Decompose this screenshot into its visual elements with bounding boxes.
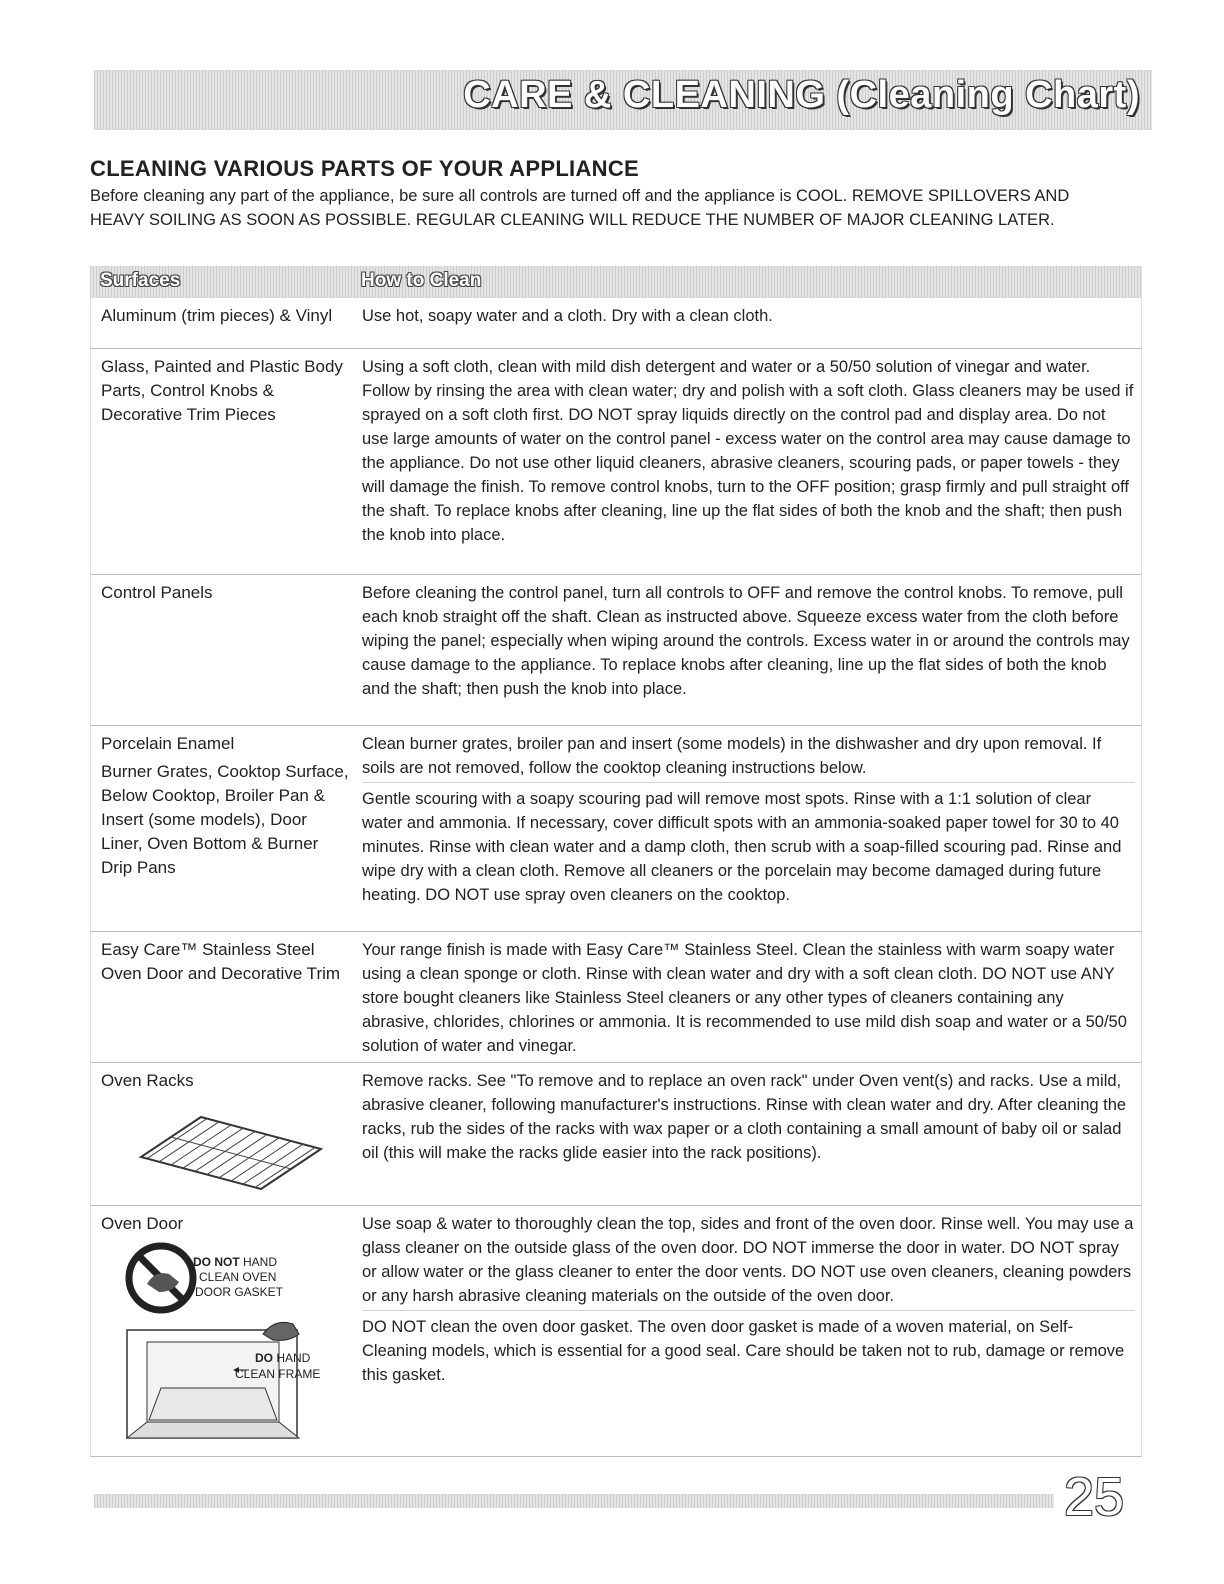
- surface-cell: Easy Care™ Stainless Steel Oven Door and Decorative Trim: [101, 940, 341, 983]
- figure-label-2-bold: DO: [255, 1351, 273, 1365]
- table-row: [90, 726, 1142, 932]
- page-number: 25: [1064, 1467, 1125, 1527]
- surface-cell: [101, 732, 351, 880]
- how-to-clean-cell: [362, 1206, 1141, 1393]
- table-header: [90, 266, 1142, 298]
- title-banner: [94, 70, 1152, 130]
- footer-bar: [94, 1494, 1054, 1508]
- table-row: [90, 349, 1142, 575]
- how-to-clean-cell: Using a soft cloth, clean with mild dish detergent and water or a 50/50 solution of vinegar and water. Follow by rinsing the area with clean water; dry and polish with a soft cloth. Glass cleaners may be used if sprayed on a soft cloth first. DO NOT spray liquids directly on the control pad and display area. Do not use large amounts of water on the control panel - excess water on the control area may cause damage to the appliance. Do not use other liquid cleaners, abrasive cleaners, scouring pads, or paper towels - they will damage the finish. To remove control knobs, turn to the OFF position; grasp firmly and pull straight off the shaft. To replace knobs after cleaning, line up the flat sides of both the knob and the shaft; then push the knob into place.: [362, 358, 1134, 544]
- how-to-clean-cell: Your range finish is made with Easy Care™ Stainless Steel. Clean the stainless with warm soapy water using a clean sponge or cloth. Rinse with clean water and dry with a soft clean cloth. DO NOT use ANY store bought cleaners like Stainless Steel cleaners or any other types of cleaners containing any abrasive, chlorides, chlorines or ammonia. It is recommended to use mild dish soap and water or a 50/50 solution of water and vinegar.: [362, 941, 1127, 1055]
- how-to-clean-text-2: Gentle scouring with a soapy scouring pad will remove most spots. Rinse with a 1:1 solution of clear water and ammonia. If necessary, cover difficult spots with an ammonia-soaked paper towel for 30 to 40 minutes. Rinse with clean water and a damp cloth, then scrub with a soap-filled scouring pad. Rinse and wipe dry with a clean cloth. Remove all cleaners or the porcelain may become damaged during future heating. DO NOT use spray oven cleaners on the cooktop.: [362, 782, 1135, 907]
- surface-cell: Control Panels: [101, 583, 213, 602]
- cleaning-chart-table: [90, 266, 1142, 1452]
- header-how-to-clean: How to Clean: [361, 270, 482, 291]
- figure-label-1-line2: CLEAN OVEN: [199, 1270, 277, 1284]
- table-row: [90, 1063, 1142, 1206]
- figure-label-2-line2: CLEAN FRAME: [235, 1367, 321, 1381]
- how-to-clean-text: Clean burner grates, broiler pan and insert (some models) in the dishwasher and dry upon removal. If soils are not removed, follow the cooktop cleaning instructions below.: [362, 735, 1102, 777]
- figure-label-2-rest: HAND: [276, 1351, 311, 1365]
- page-title: CARE & CLEANING (Cleaning Chart): [463, 74, 1140, 116]
- oven-rack-illustration: [131, 1113, 331, 1193]
- intro-paragraph: Before cleaning any part of the appliance, be sure all controls are turned off and the appliance is COOL. REMOVE SPILLOVERS AND HEAVY SOILING AS SOON AS POSSIBLE. REGULAR CLEANING WILL REDUCE THE NUMBER OF MAJOR CLEANING LATER.: [90, 187, 1070, 229]
- oven-door-illustration: [113, 1238, 353, 1448]
- table-row: [90, 575, 1142, 726]
- figure-label-1-line3: DOOR GASKET: [195, 1285, 284, 1299]
- surface-detail: Burner Grates, Cooktop Surface, Below Cooktop, Broiler Pan & Insert (some models), Door Liner, Oven Bottom & Burner Drip Pans: [101, 762, 349, 877]
- how-to-clean-cell: Remove racks. See "To remove and to replace an oven rack" under Oven vent(s) and racks. Use a mild, abrasive cleaner, following manufacturer's instructions. Rinse with clean water and dry. After cleaning the racks, rub the sides of the racks with wax paper or a cloth containing a small amount of baby oil or salad oil (this will make the racks glide easier into the rack positions).: [362, 1072, 1127, 1162]
- how-to-clean-text: Use soap & water to thoroughly clean the top, sides and front of the oven door. Rinse well. You may use a glass cleaner on the outside glass of the oven door. DO NOT immerse the door in water. DO NOT spray or allow water or the glass cleaner to enter the door vents. DO NOT use oven cleaners, cleaning powders or any harsh abrasive cleaning materials on the outside of the oven door.: [362, 1215, 1134, 1305]
- figure-label-1-rest: HAND: [243, 1255, 278, 1269]
- svg-text:DO NOT HAND: [193, 1255, 277, 1269]
- how-to-clean-cell: Use hot, soapy water and a cloth. Dry with a clean cloth.: [362, 307, 773, 325]
- surface-cell: Oven Racks: [101, 1071, 194, 1090]
- header-surfaces: Surfaces: [100, 270, 181, 291]
- no-symbol-icon: [129, 1246, 193, 1310]
- table-row: [90, 932, 1142, 1063]
- how-to-clean-cell: [362, 726, 1141, 913]
- surface-cell: Oven Door: [101, 1214, 184, 1233]
- table-row: [90, 1206, 1142, 1457]
- figure-label-1-bold: DO NOT: [193, 1255, 240, 1269]
- section-heading: CLEANING VARIOUS PARTS OF YOUR APPLIANCE: [90, 156, 640, 181]
- table-row: [90, 298, 1142, 349]
- svg-text:DO HAND: [255, 1351, 311, 1365]
- surface-title: Porcelain Enamel: [101, 734, 235, 753]
- surface-cell: Aluminum (trim pieces) & Vinyl: [101, 306, 333, 325]
- how-to-clean-cell: Before cleaning the control panel, turn all controls to OFF and remove the control knobs. To remove, pull each knob straight off the shaft. Clean as instructed above. Squeeze excess water from the cloth before wiping the panel; especially when wiping around the controls. Excess water in or around the controls may cause damage to the appliance. To replace knobs after cleaning, line up the flat sides of both the knob and the shaft; then push the knob into place.: [362, 584, 1130, 698]
- how-to-clean-text-2: DO NOT clean the oven door gasket. The oven door gasket is made of a woven material, on Self-Cleaning models, which is essential for a good seal. Care should be taken not to rub, damage or remove this gasket.: [362, 1310, 1135, 1387]
- surface-cell: Glass, Painted and Plastic Body Parts, Control Knobs & Decorative Trim Pieces: [101, 357, 343, 424]
